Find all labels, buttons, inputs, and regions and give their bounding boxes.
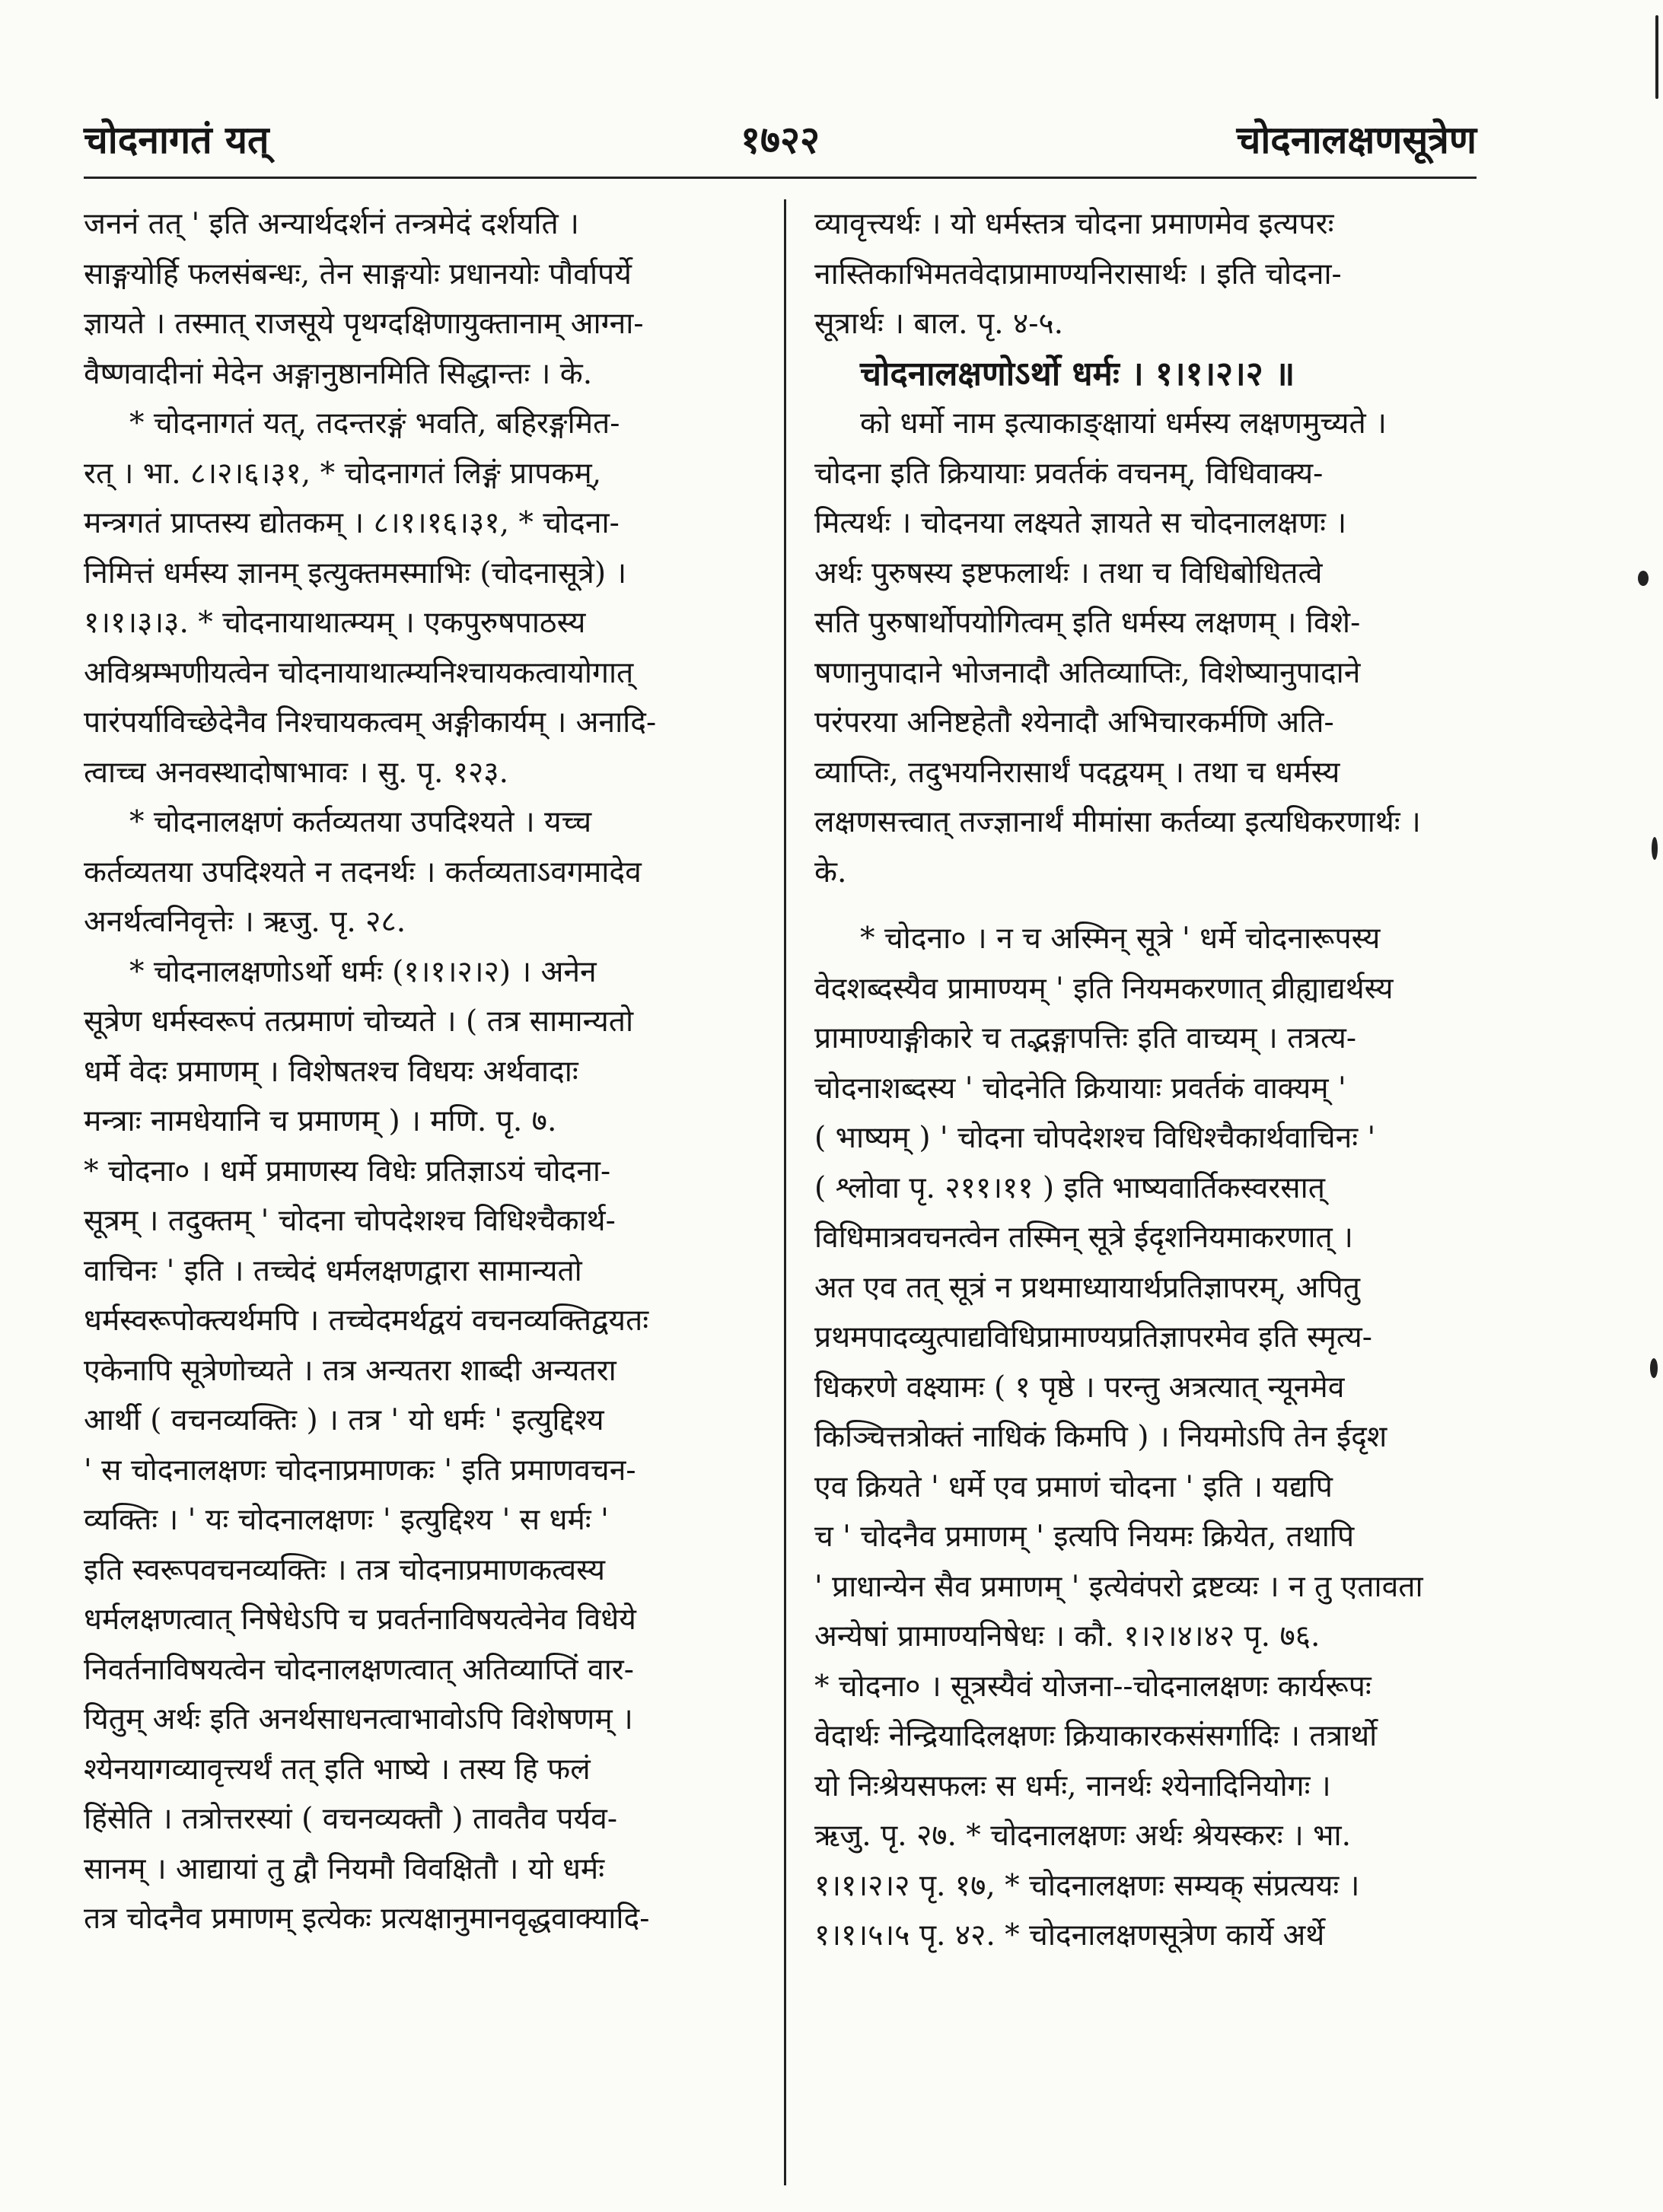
left-column: [84, 199, 765, 2193]
text-line: अविश्रम्भणीयत्वेन चोदनायाथात्म्यनिश्चायकत्वायोगात्: [84, 655, 634, 690]
text-line: इति स्वरूपवचनव्यक्तिः । तत्र चोदनाप्रमाणकत्वस्य: [84, 1552, 605, 1587]
text-line: सति पुरुषार्थोपयोगित्वम् इति धर्मस्य लक्षणम् । विशे-: [814, 606, 1361, 640]
text-line: च ' चोदनैव प्रमाणम् ' इत्यपि नियमः क्रियेत, तथापि: [814, 1520, 1355, 1554]
text-line: यो निःश्रेयसफलः स धर्मः, नानर्थः श्येनादिनियोगः ।: [814, 1768, 1331, 1803]
text-line: * चोदनागतं यत्, तदन्तरङ्गं भवति, बहिरङ्गमित-: [129, 406, 620, 441]
text-line: अन्येषां प्रामाण्यनिषेधः । कौ. १।२।४।४२ पृ. ७६.: [814, 1619, 1321, 1653]
text-line: वेदार्थः नेन्द्रियादिलक्षणः क्रियाकारकसंसर्गादिः । तत्रार्थो: [814, 1719, 1378, 1753]
text-line: धर्मस्वरूपोक्त्यर्थमपि । तच्चेदमर्थद्वयं वचनव्यक्तिद्वयतः: [84, 1303, 649, 1338]
text-line: वेदशब्दस्यैव प्रामाण्यम् ' इति नियमकरणात् व्रीह्याद्यर्थस्य: [814, 971, 1394, 1006]
page-number: १७२२: [741, 117, 820, 162]
text-line: रत् । भा. ८।२।६।३१, * चोदनागतं लिङ्गं प्रापकम्,: [84, 456, 602, 491]
text-line: आर्थी ( वचनव्यक्तिः ) । तत्र ' यो धर्मः ' इत्युद्दिश्य: [84, 1403, 604, 1437]
text-line: साङ्गयोर्हि फलसंबन्धः, तेन साङ्गयोः प्रधानयोः पौर्वापर्ये: [84, 256, 632, 291]
text-line: अनर्थत्वनिवृत्तेः । ऋजु. पृ. २८.: [84, 905, 406, 939]
scan-speck: [1652, 837, 1658, 860]
text-line: अर्थः पुरुषस्य इष्टफलार्थः । तथा च विधिबोधितत्वे: [814, 555, 1323, 590]
text-line: वाचिनः ' इति । तच्चेदं धर्मलक्षणद्वारा सामान्यतो: [84, 1253, 582, 1288]
running-head-right: चोदनालक्षणसूत्रेण: [1236, 117, 1477, 162]
scan-speck: [1655, 15, 1658, 99]
text-line: प्रामाण्याङ्गीकारे च तद्भङ्गापत्तिः इति वाच्यम् । तत्रत्य-: [814, 1021, 1357, 1055]
text-line: धिकरणे वक्ष्यामः ( १ पृष्ठे । परन्तु अत्रत्यात् न्यूनमेव: [814, 1370, 1345, 1405]
text-line: * चोदना० । सूत्रस्यैवं योजना--चोदनालक्षणः कार्यरूपः: [814, 1669, 1371, 1704]
text-line: १।१।३।३. * चोदनायाथात्म्यम् । एकपुरुषपाठस्य: [84, 606, 586, 640]
scan-speck: [1650, 1358, 1658, 1378]
text-line: किञ्चित्तत्रोक्तं नाधिकं किमपि ) । नियमोऽपि तेन ईदृश: [814, 1420, 1387, 1454]
header-rule: [84, 177, 1477, 179]
text-line: अत एव तत् सूत्रं न प्रथमाध्यायार्थप्रतिज्ञापरम्, अपितु: [814, 1270, 1360, 1305]
page-header: [84, 113, 1477, 173]
column-divider: [784, 199, 786, 2185]
running-head-left: चोदनागतं यत्: [84, 117, 269, 162]
text-line: मन्त्राः नामधेयानि च प्रमाणम् ) । मणि. पृ. ७.: [84, 1104, 557, 1138]
text-line: १।१।५।५ पृ. ४२. * चोदनालक्षणसूत्रेण कार्ये अर्थे: [814, 1918, 1325, 1953]
text-line: परंपरया अनिष्टहेतौ श्येनादौ अभिचारकर्मणि अति-: [814, 705, 1334, 740]
text-line: चोदना इति क्रियायाः प्रवर्तकं वचनम्, विधिवाक्य-: [814, 456, 1324, 491]
text-line: * चोदनालक्षणोऽर्थो धर्मः (१।१।२।२) । अनेन: [129, 954, 597, 989]
text-line: को धर्मो नाम इत्याकाङ्क्षायां धर्मस्य लक्षणमुच्यते ।: [860, 406, 1387, 441]
text-line: सूत्रम् । तदुक्तम् ' चोदना चोपदेशश्च विधिश्चैकार्थ-: [84, 1204, 616, 1238]
text-line: सानम् । आद्यायां तु द्वौ नियमौ विवक्षितौ । यो धर्मः: [84, 1851, 605, 1886]
text-line: निवर्तनाविषयत्वेन चोदनालक्षणत्वात् अतिव्याप्तिं वार-: [84, 1652, 634, 1687]
right-column: [814, 199, 1496, 2193]
text-line: नास्तिकाभिमतवेदाप्रामाण्यनिरासार्थः । इति चोदना-: [814, 256, 1342, 291]
text-line: प्रथमपादव्युत्पाद्यविधिप्रामाण्यप्रतिज्ञापरमेव इति स्मृत्य-: [814, 1320, 1372, 1354]
text-line: * चोदना० । न च अस्मिन् सूत्रे ' धर्मे चोदनारूपस्य: [860, 921, 1381, 956]
text-line: ' स चोदनालक्षणः चोदनाप्रमाणकः ' इति प्रमाणवचन-: [84, 1453, 636, 1488]
text-line: १।१।२।२ पृ. १७, * चोदनालक्षणः सम्यक् संप्रत्ययः ।: [814, 1868, 1360, 1903]
text-line: व्याप्तिः, तदुभयनिरासार्थं पदद्वयम् । तथा च धर्मस्य: [814, 755, 1340, 790]
text-line: विधिमात्रवचनत्वेन तस्मिन् सूत्रे ईदृशनियमाकरणात् ।: [814, 1221, 1353, 1255]
text-line: ( भाष्यम् ) ' चोदना चोपदेशश्च विधिश्चैकार्थवाचिनः ': [814, 1121, 1376, 1155]
text-line: * चोदना० । धर्मे प्रमाणस्य विधेः प्रतिज्ञाऽयं चोदना-: [84, 1154, 611, 1189]
text-line: मित्यर्थः । चोदनया लक्ष्यते ज्ञायते स चोदनालक्षणः ।: [814, 506, 1347, 540]
text-line: षणानुपादाने भोजनादौ अतिव्याप्तिः, विशेष्यानुपादाने: [814, 655, 1361, 690]
paragraph-gap: [814, 897, 1496, 914]
text-line: ऋजु. पृ. २७. * चोदनालक्षणः अर्थः श्रेयस्करः । भा.: [814, 1819, 1352, 1853]
sutra-heading: चोदनालक्षणोऽर्थो धर्मः । १।१।२।२ ॥: [860, 354, 1295, 393]
text-line: निमित्तं धर्मस्य ज्ञानम् इत्युक्तमस्माभिः (चोदनासूत्रे) ।: [84, 555, 627, 590]
text-line: व्यक्तिः । ' यः चोदनालक्षणः ' इत्युद्दिश्य ' स धर्मः ': [84, 1503, 609, 1537]
text-line: ज्ञायते । तस्मात् राजसूये पृथग्दक्षिणायुक्तानाम् आग्ना-: [84, 307, 644, 341]
text-line: ( श्लोवा पृ. २११।११ ) इति भाष्यवार्तिकस्वरसात्: [814, 1170, 1325, 1205]
text-line: श्येनयागव्यावृत्त्यर्थं तत् इति भाष्ये । तस्य हि फलं: [84, 1752, 591, 1787]
text-line: त्वाच्च अनवस्थादोषाभावः । सु. पृ. १२३.: [84, 755, 508, 790]
text-line: सूत्रार्थः । बाल. पृ. ४-५.: [814, 307, 1064, 341]
text-line: हिंसेति । तत्रोत्तरस्यां ( वचनव्यक्तौ ) तावतैव पर्यव-: [84, 1802, 617, 1836]
text-line: जननं तत् ' इति अन्यार्थदर्शनं तन्त्रमेदं दर्शयति ।: [84, 207, 579, 241]
text-line: पारंपर्याविच्छेदेनैव निश्चायकत्वम् अङ्गीकार्यम् । अनादि-: [84, 705, 657, 740]
text-line: धर्मलक्षणत्वात् निषेधेऽपि च प्रवर्तनाविषयत्वेनेव विधेये: [84, 1603, 636, 1637]
text-line: यितुम् अर्थः इति अनर्थसाधनत्वाभावोऽपि विशेषणम् ।: [84, 1702, 633, 1736]
text-line: मन्त्रगतं प्राप्तस्य द्योतकम् । ८।१।१६।३१, * चोदना-: [84, 506, 620, 540]
text-line: ' प्राधान्येन सैव प्रमाणम् ' इत्येवंपरो द्रष्टव्यः । न तु एतावता: [814, 1569, 1423, 1604]
text-line: तत्र चोदनैव प्रमाणम् इत्येकः प्रत्यक्षानुमानवृद्धवाक्यादि-: [84, 1902, 650, 1936]
text-line: * चोदनालक्षणं कर्तव्यतया उपदिश्यते । यच्च: [129, 805, 592, 839]
text-line: सूत्रेण धर्मस्वरूपं तत्प्रमाणं चोच्यते । ( तत्र सामान्यतो: [84, 1004, 634, 1039]
text-line: एकेनापि सूत्रेणोच्यते । तत्र अन्यतरा शाब्दी अन्यतरा: [84, 1353, 616, 1388]
text-line: धर्मे वेदः प्रमाणम् । विशेषतश्च विधयः अर्थवादाः: [84, 1054, 578, 1089]
text-line: एव क्रियते ' धर्मे एव प्रमाणं चोदना ' इति । यद्यपि: [814, 1469, 1333, 1504]
text-line: लक्षणसत्त्वात् तज्ज्ञानार्थं मीमांसा कर्तव्या इत्यधिकरणार्थः ।: [814, 805, 1421, 839]
text-line: वैष्णवादीनां मेदेन अङ्गानुष्ठानमिति सिद्धान्तः । के.: [84, 356, 593, 391]
scan-speck: [1638, 571, 1649, 586]
text-line: चोदनाशब्दस्य ' चोदनेति क्रियायाः प्रवर्तकं वाक्यम् ': [814, 1071, 1346, 1106]
text-line: कर्तव्यतया उपदिश्यते न तदनर्थः । कर्तव्यताऽवगमादेव: [84, 855, 642, 890]
text-line: व्यावृत्त्यर्थः । यो धर्मस्तत्र चोदना प्रमाणमेव इत्यपरः: [814, 207, 1334, 241]
text-line: के.: [814, 855, 847, 890]
